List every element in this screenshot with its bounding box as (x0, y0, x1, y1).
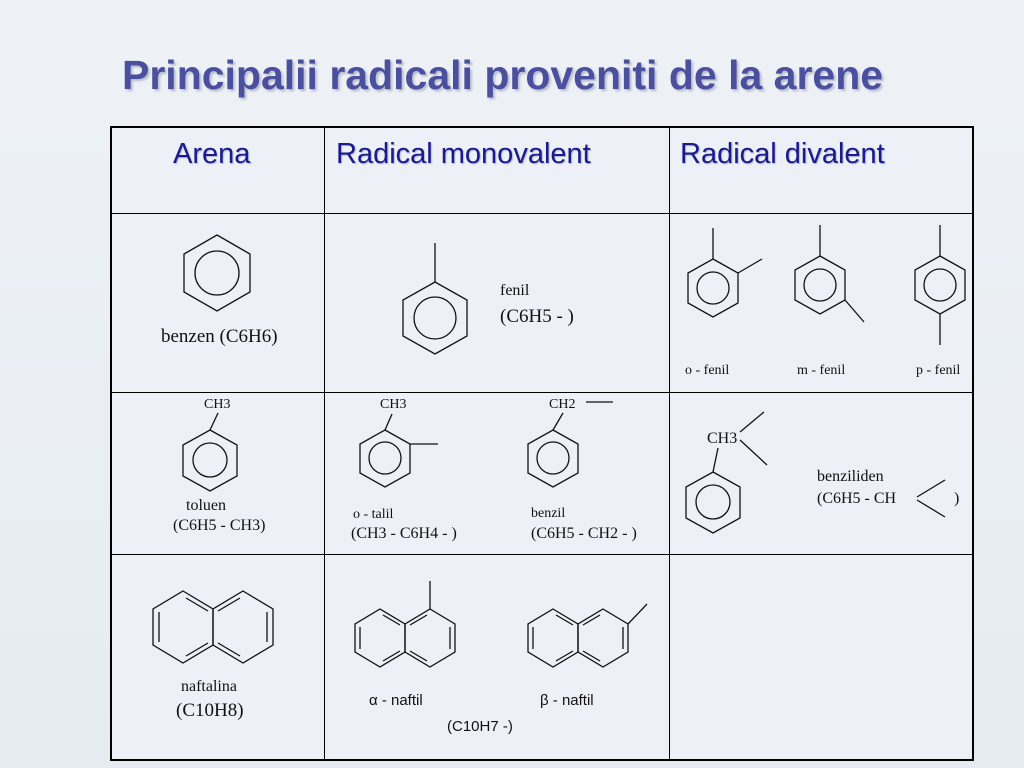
naftalina-label: naftalina (181, 678, 237, 695)
benzyl-structure (528, 402, 613, 487)
beta-naphthyl-structure (528, 604, 647, 667)
beta-naftil-label: β - naftil (540, 692, 594, 709)
header-radical-divalent: Radical divalent (680, 138, 885, 170)
o-tolil-ch3-label: CH3 (380, 397, 407, 412)
alpha-naphthyl-structure (355, 581, 455, 667)
benzil-ch2-label: CH2 (549, 397, 576, 412)
para-phenylene-structure (915, 225, 965, 345)
benziliden-ch3-label: CH3 (707, 430, 738, 447)
ortho-tolyl-structure (360, 414, 438, 487)
naphthalene-structure (153, 591, 273, 663)
benzen-label: benzen (C6H6) (161, 326, 278, 347)
benzene-structure (184, 235, 250, 311)
ortho-phenylene-structure (688, 228, 762, 317)
fenil-label: fenil (500, 282, 530, 299)
naftalina-formula: (C10H8) (176, 700, 244, 721)
o-fenil-label: o - fenil (685, 363, 730, 378)
toluen-label: toluen (186, 497, 226, 514)
header-arena: Arena (173, 138, 251, 170)
meta-phenylene-structure (795, 225, 864, 322)
benziliden-label: benziliden (817, 468, 884, 485)
naftil-formula: (C10H7 -) (447, 718, 513, 735)
benziliden-formula-end: ) (954, 490, 960, 507)
toluene-structure (183, 413, 237, 491)
toluen-formula: (C6H5 - CH3) (173, 517, 266, 534)
benziliden-formula: (C6H5 - CH (817, 490, 897, 507)
page-title: Principalii radicali proveniti de la arene (122, 52, 884, 98)
benzil-label: benzil (531, 506, 566, 521)
toluen-ch3-label: CH3 (204, 397, 231, 412)
o-tolil-formula: (CH3 - C6H4 - ) (351, 525, 457, 542)
m-fenil-label: m - fenil (797, 363, 846, 378)
header-radical-monovalent: Radical monovalent (336, 138, 591, 170)
benzil-formula: (C6H5 - CH2 - ) (531, 525, 637, 542)
p-fenil-label: p - fenil (916, 363, 961, 378)
phenyl-structure (403, 243, 467, 354)
alpha-naftil-label: α - naftil (369, 692, 423, 709)
fenil-formula: (C6H5 - ) (500, 306, 574, 327)
o-tolil-label: o - talil (353, 507, 394, 522)
